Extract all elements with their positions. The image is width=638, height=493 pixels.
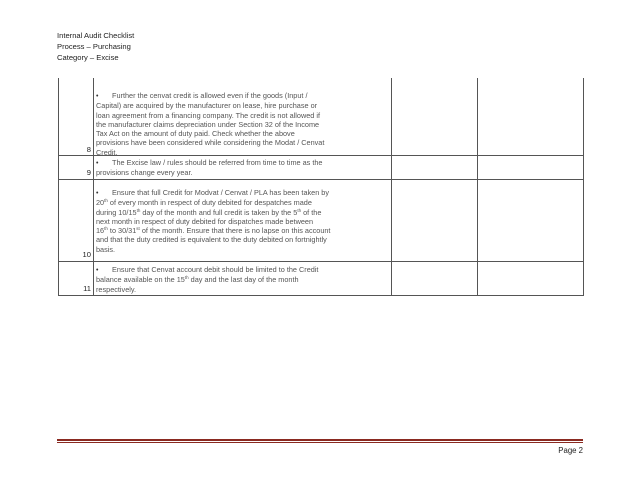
row-line: 16th to 30/31st of the month. Ensure that there is no lapse on this account: [96, 226, 331, 235]
row-number: 10: [82, 250, 91, 259]
bullet-icon: •: [96, 160, 99, 167]
row-line: Ensure that Cenvat account debit should be limited to the Credit: [112, 265, 319, 274]
header-category: Category – Excise: [57, 53, 119, 62]
header-process: Process – Purchasing: [57, 42, 131, 51]
row-border-9-10: [58, 179, 584, 180]
row-number: 9: [86, 168, 91, 177]
row-content: [96, 91, 388, 157]
row-line: respectively.: [96, 284, 137, 294]
table-divider-content: [391, 78, 392, 296]
table-divider-remarks: [477, 78, 478, 296]
row-line: provisions change every year.: [96, 168, 193, 178]
row-line: Capital) are acquired by the manufacturer on lease, hire purchase or: [96, 101, 318, 111]
row-line: and that the duty credited is equivalent to the duty debited on fortnightly: [96, 235, 327, 245]
row-line: loan agreement from a financing company. The credit is not allowed if: [96, 110, 321, 120]
row-content: [96, 265, 388, 294]
row-line: provisions have been considered while considering the Modat / Cenvat: [96, 138, 325, 148]
row-line: Tax Act on the amount of duty paid. Check whether the above: [96, 129, 295, 138]
row-number: 11: [83, 284, 91, 293]
row-line: Ensure that full Credit for Modvat / Cenvat / PLA has been taken by: [112, 188, 330, 197]
table-border-right: [583, 78, 584, 296]
bullet-icon: •: [96, 190, 99, 197]
page-number: Page 2: [558, 446, 583, 455]
header-title: Internal Audit Checklist: [57, 31, 135, 40]
bullet-icon: •: [96, 267, 99, 274]
row-line: Further the cenvat credit is allowed even if the goods (Input /: [112, 91, 308, 100]
row-line: The Excise law / rules should be referred from time to time as the: [112, 158, 323, 167]
table-border-left: [58, 78, 59, 296]
row-line: during 10/15th day of the month and full credit is taken by the 5th of the: [96, 207, 322, 217]
row-line: balance available on the 15th day and the last day of the month: [96, 275, 299, 285]
footer-rule-thick: [57, 439, 583, 441]
row-line: the manufacturer claims depreciation under Section 32 of the Income: [96, 119, 320, 129]
footer-rule-thin: [57, 442, 583, 443]
row-number: 8: [86, 145, 91, 154]
row-line: Credit.: [96, 147, 118, 157]
row-line: next month in respect of duty debited for dispatches made between: [96, 216, 314, 226]
row-line: 20th of every month in respect of duty debited for despatches made: [96, 198, 312, 208]
row-border-10-11: [58, 261, 584, 262]
checklist-table: [58, 78, 584, 296]
table-border-bottom: [58, 295, 584, 296]
row-content: [96, 158, 388, 178]
row-content: [96, 188, 388, 254]
table-divider-number: [93, 78, 94, 296]
row-line: basis.: [96, 244, 116, 254]
bullet-icon: •: [96, 93, 99, 100]
